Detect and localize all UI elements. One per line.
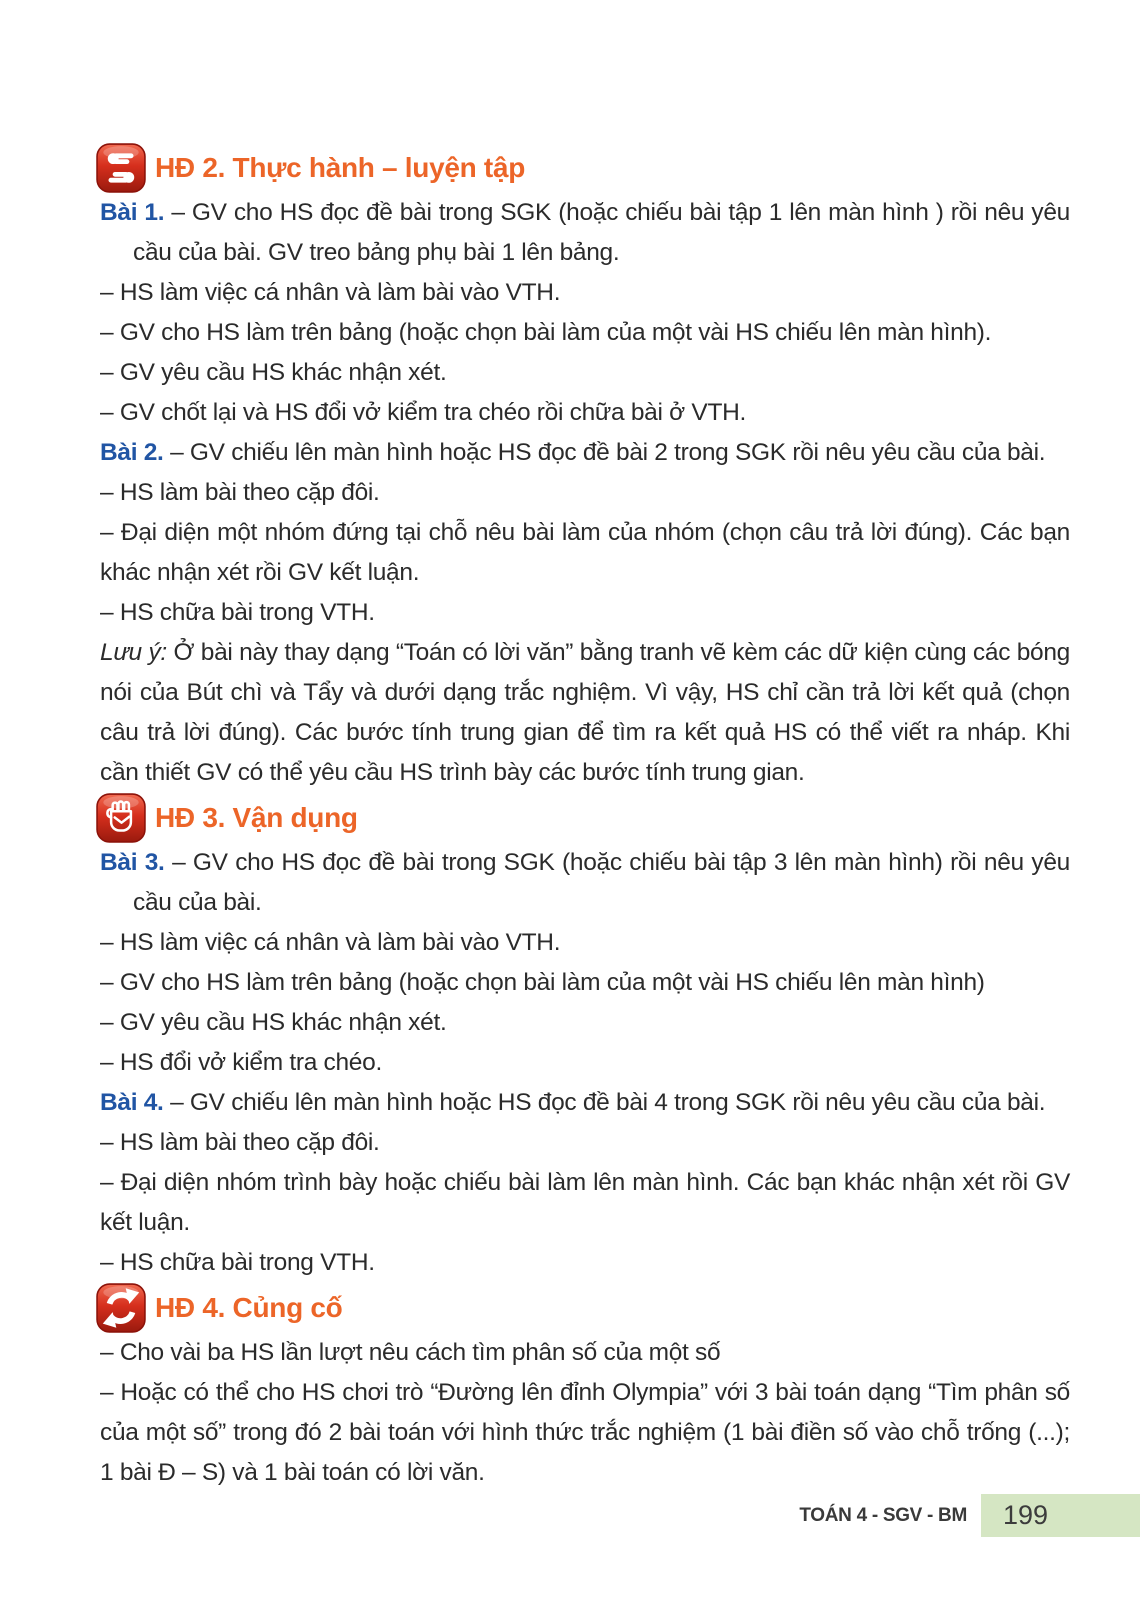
lesson-text-bai3: – GV cho HS đọc đề bài trong SGK (hoặc chiếu bài tập 3 lên màn hình) rồi nêu yêu cầu của bài.	[133, 849, 1070, 916]
bullet-bai4-3: – HS chữa bài trong VTH.	[100, 1249, 375, 1276]
bullet-hd4-1: – Cho vài ba HS lần lượt nêu cách tìm phân số của một số	[100, 1339, 721, 1366]
activity-title-hd3: HĐ 3. Vận dụng	[155, 802, 358, 833]
activity-header-hd2	[96, 143, 1070, 193]
bullet-bai1-4: – GV chốt lại và HS đổi vở kiểm tra chéo rồi chữa bài ở VTH.	[100, 399, 747, 426]
bullet-bai3-4: – HS đổi vở kiểm tra chéo.	[100, 1049, 382, 1076]
paragraph-bai3	[100, 843, 1070, 923]
lesson-label-bai3: Bài 3.	[100, 849, 165, 876]
bullet-bai3-2: – GV cho HS làm trên bảng (hoặc chọn bài làm của một vài HS chiếu lên màn hình)	[100, 969, 985, 996]
note-paragraph	[100, 633, 1070, 793]
refresh-icon	[96, 1283, 146, 1333]
bullet-bai3-3: – GV yêu cầu HS khác nhận xét.	[100, 1009, 447, 1036]
lesson-text-bai4: – GV chiếu lên màn hình hoặc HS đọc đề bài 4 trong SGK rồi nêu yêu cầu của bài.	[170, 1089, 1046, 1116]
activity-title-hd2: HĐ 2. Thực hành – luyện tập	[155, 152, 526, 183]
bullet-bai2-3: – HS chữa bài trong VTH.	[100, 599, 375, 626]
bullet-bai1-1: – HS làm việc cá nhân và làm bài vào VTH.	[100, 279, 561, 306]
bullet-bai1-3: – GV yêu cầu HS khác nhận xét.	[100, 359, 447, 386]
page-footer	[799, 1494, 1140, 1537]
paragraph-bai2	[100, 433, 1070, 473]
page-content	[100, 143, 1070, 1493]
bullet-bai4-1: – HS làm bài theo cặp đôi.	[100, 1129, 380, 1156]
lesson-label-bai4: Bài 4.	[100, 1089, 164, 1116]
bullet-bai2-2: – Đại diện một nhóm đứng tại chỗ nêu bài làm của nhóm (chọn câu trả lời đúng). Các bạn khác nhận xét rồi GV kết luận.	[100, 519, 1070, 586]
bullet-bai4-2: – Đại diện nhóm trình bày hoặc chiếu bài làm lên màn hình. Các bạn khác nhận xét rồi GV kết luận.	[100, 1169, 1070, 1236]
bullet-hd4-2: – Hoặc có thể cho HS chơi trò “Đường lên đỉnh Olympia” với 3 bài toán dạng “Tìm phân số của một số” trong đó 2 bài toán với hình thức trắc nghiệm (1 bài điền số vào chỗ trống (...); 1 bài Đ – S) và 1 bài toán có lời văn.	[100, 1379, 1070, 1486]
note-label: Lưu ý:	[100, 639, 167, 666]
bullet-bai1-2: – GV cho HS làm trên bảng (hoặc chọn bài làm của một vài HS chiếu lên màn hình).	[100, 319, 992, 346]
bullet-bai3-1: – HS làm việc cá nhân và làm bài vào VTH.	[100, 929, 561, 956]
lesson-text-bai1: – GV cho HS đọc đề bài trong SGK (hoặc chiếu bài tập 1 lên màn hình ) rồi nêu yêu cầu của bài. GV treo bảng phụ bài 1 lên bảng.	[133, 199, 1070, 266]
hands-icon	[96, 143, 146, 193]
activity-header-hd3	[96, 793, 1070, 843]
lesson-label-bai2: Bài 2.	[100, 439, 164, 466]
activity-header-hd4	[96, 1283, 1070, 1333]
activity-title-hd4: HĐ 4. Củng cố	[155, 1292, 343, 1323]
page-number: 199	[1003, 1500, 1049, 1530]
note-text: Ở bài này thay dạng “Toán có lời văn” bằng tranh vẽ kèm các dữ kiện cùng các bóng nói của Bút chì và Tẩy và dưới dạng trắc nghiệm. Vì vậy, HS chỉ cần trả lời kết quả (chọn câu trả lời đúng). Các bước tính trung gian để tìm ra kết quả HS có thể viết ra nháp. Khi cần thiết GV có thể yêu cầu HS trình bày các bước tính trung gian.	[100, 639, 1071, 786]
lesson-text-bai2: – GV chiếu lên màn hình hoặc HS đọc đề bài 2 trong SGK rồi nêu yêu cầu của bài.	[170, 439, 1046, 466]
fist-icon	[96, 793, 146, 843]
lesson-label-bai1: Bài 1.	[100, 199, 165, 226]
paragraph-bai4	[100, 1083, 1070, 1123]
paragraph-bai1	[100, 193, 1070, 273]
page-number-box	[981, 1494, 1140, 1537]
book-title: TOÁN 4 - SGV - BM	[799, 1504, 967, 1526]
bullet-bai2-1: – HS làm bài theo cặp đôi.	[100, 479, 380, 506]
